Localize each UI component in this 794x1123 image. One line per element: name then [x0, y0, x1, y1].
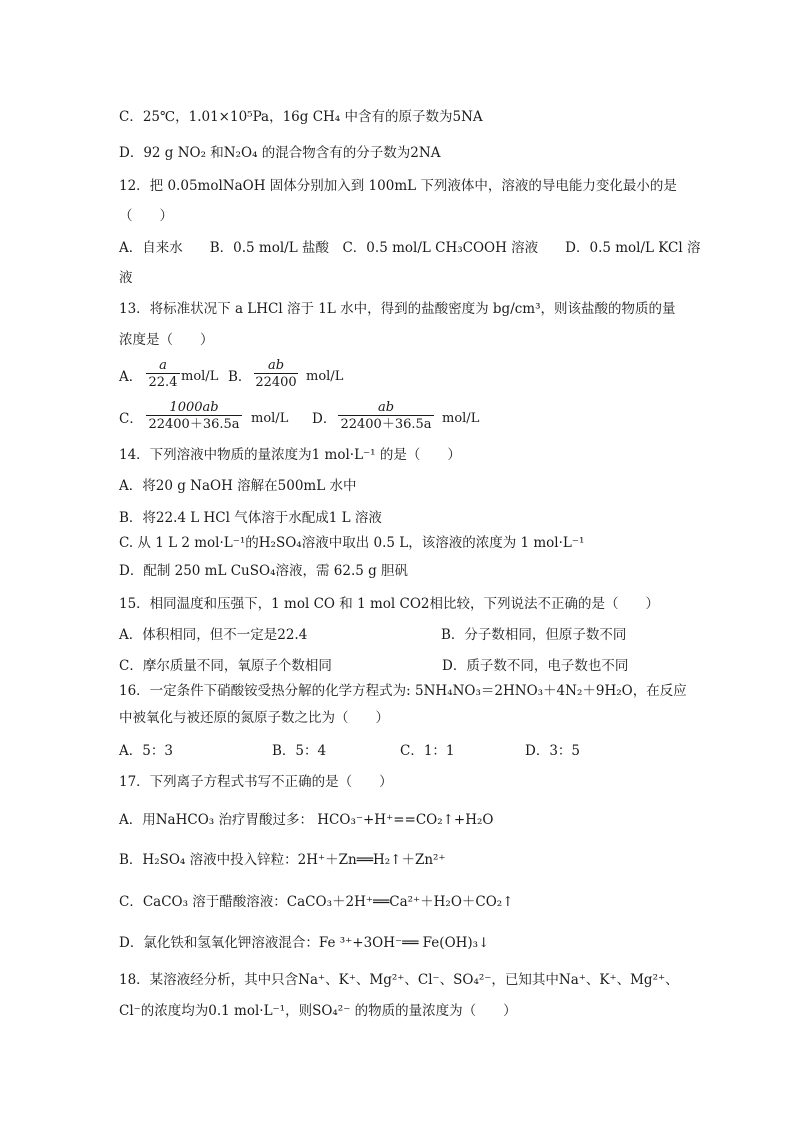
q13-stem-cont: 浓度是（ ） — [119, 332, 214, 348]
fraction-denominator: 22.4 — [148, 375, 178, 390]
q18-stem: 18．某溶液经分析，其中只含Na⁺、K⁺、Mg²⁺、Cl⁻、SO₄²⁻，已知其中Na⁺、K⁺、Mg²⁺、 — [119, 972, 679, 988]
q15-option-d: D．质子数不同，电子数也不同 — [442, 658, 629, 674]
q17-option-a: A．用NaHCO₃ 治疗胃酸过多： HCO₃⁻+H⁺==CO₂↑+H₂O — [119, 812, 494, 828]
q16-stem: 16．一定条件下硝酸铵受热分解的化学方程式为: 5NH₄NO₃＝2HNO₃＋4N₂＋9H₂O，在反应 — [119, 683, 687, 699]
fraction-denominator: 22400＋36.5a — [148, 417, 240, 432]
q16-option-a: A．5：3 — [119, 743, 173, 759]
q12-options-cont: 液 — [119, 270, 133, 286]
q12-options: A．自来水 B．0.5 mol/L 盐酸 C．0.5 mol/L CH₃COOH 溶液 D．0.5 mol/L KCl 溶 — [119, 240, 701, 256]
fraction-numerator: ab — [377, 400, 395, 415]
q16-stem-cont: 中被氧化与被还原的氮原子数之比为（ ） — [119, 710, 389, 726]
q17-option-b: B．H₂SO₄ 溶液中投入锌粒：2H⁺＋Zn══H₂↑＋Zn²⁺ — [119, 852, 446, 868]
fraction-denominator: 22400＋36.5a — [340, 417, 432, 432]
q15-option-b: B．分子数相同，但原子数不同 — [441, 627, 627, 643]
q13-option-d-unit: mol/L — [442, 411, 480, 426]
q17-option-d: D．氯化铁和氢氧化钾溶液混合：Fe ³⁺+3OH⁻══ Fe(OH)₃↓ — [119, 935, 490, 951]
q13-option-c-unit: mol/L — [251, 411, 289, 426]
q16-option-b: B．5：4 — [272, 743, 327, 759]
q13-option-a-label: A． — [119, 369, 143, 385]
q14-option-b: B．将22.4 L HCl 气体溶于水配成1 L 溶液 — [119, 510, 382, 526]
q13-option-a-unit: mol/L — [181, 369, 219, 384]
q13-option-c-label: C． — [119, 411, 143, 427]
q12-stem: 12．把 0.05molNaOH 固体分别加入到 100mL 下列液体中，溶液的导电能力变化最小的是 — [119, 178, 677, 194]
q13-option-b-label: B． — [228, 369, 252, 385]
q17-stem: 17．下列离子方程式书写不正确的是（ ） — [119, 774, 393, 790]
q16-option-d: D．3：5 — [525, 743, 581, 759]
fraction-denominator: 22400 — [255, 375, 297, 390]
q18-stem-cont: Cl⁻的浓度均为0.1 mol·L⁻¹，则SO₄²⁻ 的物质的量浓度为（ ） — [119, 1003, 517, 1019]
fraction-numerator: a — [159, 358, 167, 373]
q15-stem: 15．相同温度和压强下，1 mol CO 和 1 mol CO2相比较，下列说法不正确的是（ ） — [119, 596, 659, 612]
fraction-numerator: ab — [267, 358, 285, 373]
q14-option-d: D．配制 250 mL CuSO₄溶液，需 62.5 g 胆矾 — [119, 563, 409, 579]
q13-option-d-label: D． — [312, 411, 337, 427]
q13-option-d-fraction — [338, 400, 434, 433]
q17-option-c: C．CaCO₃ 溶于醋酸溶液：CaCO₃＋2H⁺══Ca²⁺＋H₂O＋CO₂↑ — [119, 894, 514, 910]
q13-option-b-fraction — [254, 358, 298, 391]
q11-option-c: C．25℃，1.01×10⁵Pa，16g CH₄ 中含有的原子数为5NA — [119, 109, 483, 125]
q16-option-c: C．1：1 — [400, 743, 455, 759]
q15-option-c: C．摩尔质量不同，氧原子个数相同 — [119, 658, 332, 674]
q14-option-a: A．将20 g NaOH 溶解在500mL 水中 — [119, 478, 357, 494]
q13-option-a-fraction — [146, 358, 180, 391]
q13-option-b-unit: mol/L — [306, 369, 344, 384]
q15-option-a: A．体积相同，但不一定是22.4 — [119, 627, 308, 643]
q13-option-c-fraction — [146, 400, 242, 433]
q14-option-c: C. 从 1 L 2 mol·L⁻¹的H₂SO₄溶液中取出 0.5 L，该溶液的浓度为 1 mol·L⁻¹ — [119, 535, 585, 551]
q11-option-d: D．92 g NO₂ 和N₂O₄ 的混合物含有的分子数为2NA — [119, 145, 441, 161]
q13-stem: 13．将标准状况下 a LHCl 溶于 1L 水中，得到的盐酸密度为 bg/cm³，则该盐酸的物质的量 — [119, 301, 676, 317]
q14-stem: 14．下列溶液中物质的量浓度为1 mol·L⁻¹ 的是（ ） — [119, 447, 461, 463]
q12-blank: （ ） — [119, 208, 173, 224]
fraction-numerator: 1000ab — [169, 400, 219, 415]
